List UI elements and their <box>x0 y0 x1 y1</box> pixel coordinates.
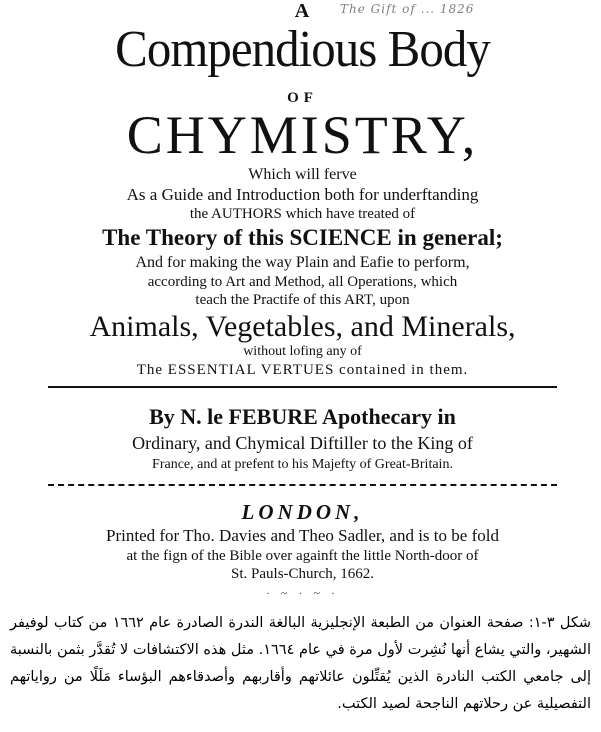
caption-label: شكل ٣-١: <box>528 615 592 631</box>
subtitle-line-6: according to Art and Method, all Operations, which <box>147 274 458 290</box>
figure-caption <box>10 610 591 718</box>
divider-dashed-rule <box>48 484 557 486</box>
subtitle-line-9: without lofing any of <box>243 344 362 359</box>
subtitle-line-10: The ESSENTIAL VERTUES contained in them. <box>136 362 469 378</box>
title-chymistry: CHYMISTRY, <box>126 105 479 165</box>
subtitle-line-2: As a Guide and Introduction both for underftanding <box>126 185 479 204</box>
subtitle-line-5: And for making the way Plain and Eafie to perform, <box>135 254 470 271</box>
subtitle-line-1: Which will ferve <box>248 166 357 183</box>
title-compendious-body: Compendious Body <box>115 21 490 78</box>
imprint-line-1: Printed for Tho. Davies and Theo Sadler, and is to be fold <box>106 526 499 545</box>
imprint-line-2: at the fign of the Bible over againft the little North-door of <box>126 548 479 564</box>
handwritten-inscription: The Gift of ... 1826 <box>340 2 475 16</box>
author-line-3: France, and at prefent to his Majefty of Great-Britain. <box>152 457 453 472</box>
subtitle-line-4: The Theory of this SCIENCE in general; <box>102 225 503 250</box>
author-line-1: By N. le FEBURE Apothecary in <box>149 404 456 429</box>
title-of: OF <box>287 90 318 106</box>
subtitle-line-3: the AUTHORS which have treated of <box>189 206 416 222</box>
divider-rule <box>48 386 557 388</box>
title-article: A <box>294 0 311 22</box>
imprint-city: LONDON, <box>241 500 364 524</box>
imprint-line-3: St. Pauls-Church, 1662. <box>231 566 374 582</box>
author-line-2: Ordinary, and Chymical Diftiller to the King of <box>132 433 473 453</box>
subtitle-line-7: teach the Practife of this ART, upon <box>195 292 410 308</box>
subtitle-line-8: Animals, Vegetables, and Minerals, <box>89 310 516 343</box>
ornament-fragment: · ~ · ~ · <box>266 586 339 600</box>
title-page-scan <box>40 0 565 602</box>
caption-text: صفحة العنوان من الطبعة الإنجليزية البالغة الندرة الصادرة عام ١٦٦٢ من كتاب لوفيفر الشهير، والتي يشاع أنها نُشِرت لأول مرة في عام ١٦٦٤. مثل هذه الاكتشافات لا تُقدَّر بثمن بالنسبة إلى جامعي الكتب النادرة الذين يُقتِّلون عائلاتهم وأقاربهم وأصدقاءهم البؤساء مَلَلًا من رواياتهم التفصيلية عن رحلاتهم الناجحة لصيد الكتب. <box>10 615 592 712</box>
